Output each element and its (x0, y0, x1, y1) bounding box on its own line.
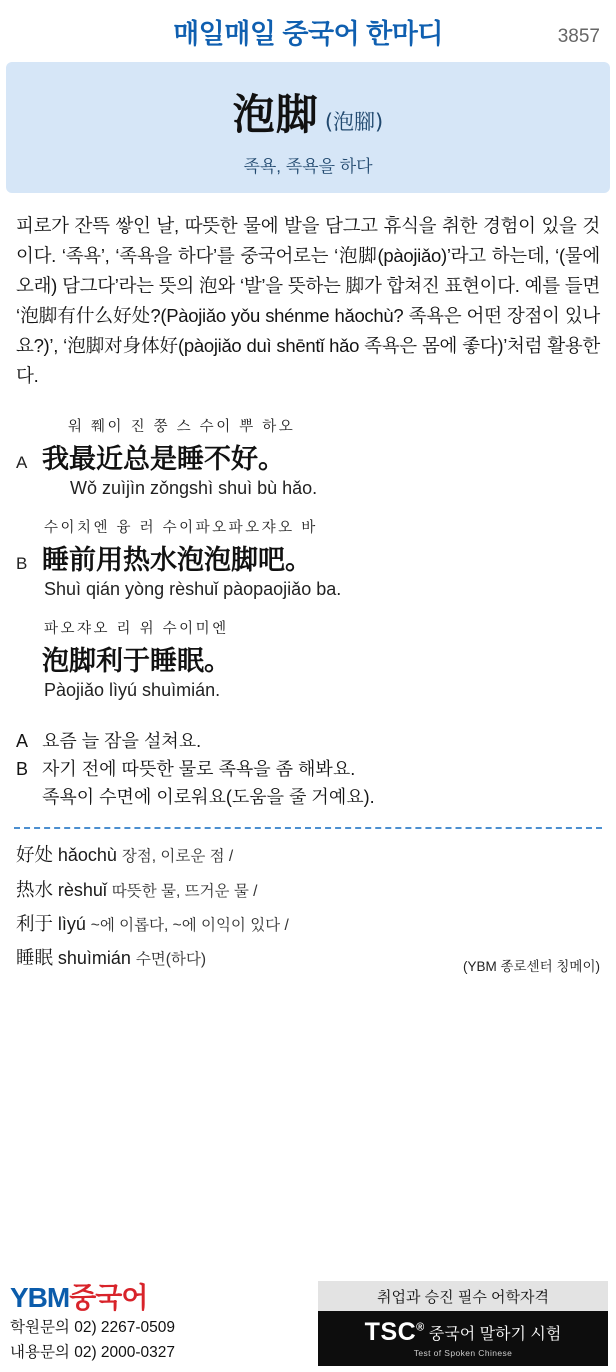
headword-meaning: 족욕, 족욕을 하다 (243, 157, 373, 176)
vocabulary-row (16, 839, 600, 873)
tsc-registered-icon: ® (416, 1321, 425, 1334)
headword-traditional: (泡腳) (324, 110, 384, 134)
dialogue-pinyin: Pàojiǎo lìyú shuìmián. (44, 679, 221, 700)
vocabulary-pinyin: lìyú (57, 913, 86, 934)
contact-academy: 학원문의 02) 2267-0509 (10, 1319, 176, 1336)
headword-panel (6, 62, 610, 193)
dialogue-pinyin: Wǒ zuìjìn zǒngshì shuì bù hǎo. (70, 477, 318, 498)
tsc-tagline: 취업과 승진 필수 어학자격 (318, 1281, 608, 1311)
ybm-logo-sub: 중국어 (69, 1282, 148, 1314)
translation-text: 족욕이 수면에 이로워요(도움을 줄 거예요). (42, 786, 375, 807)
translation-row (16, 756, 600, 784)
translation-speaker-label: A (16, 730, 29, 751)
translation-speaker-label (16, 784, 42, 812)
vocabulary-chinese: 利于 (16, 913, 54, 935)
dialogue-main (16, 538, 600, 577)
vocabulary-chinese: 好处 (16, 845, 54, 867)
vocabulary-korean: ~에 이롭다, ~에 이익이 있다 / (90, 916, 289, 934)
headword-simplified: 泡脚 (232, 90, 319, 139)
contact-content: 내용문의 02) 2000-0327 (10, 1344, 176, 1361)
dialogue-main (16, 639, 600, 678)
page-header (0, 0, 616, 62)
dialogue-speaker-label: B (16, 553, 28, 573)
dialogue-main (16, 437, 600, 476)
tsc-logo-text: TSC® (364, 1318, 425, 1346)
vocabulary-chinese: 热水 (16, 879, 54, 901)
translation-row (16, 728, 600, 756)
tsc-ad-block[interactable] (318, 1281, 608, 1366)
translation-text: 요즘 늘 잠을 설쳐요. (42, 730, 202, 751)
issue-number: 3857 (557, 26, 600, 47)
dialogue-line (16, 415, 600, 499)
vocabulary-pinyin: shuìmián (57, 948, 131, 969)
dialogue-line (16, 617, 600, 701)
dialogue-korean-reading: 수이치엔 융 러 수이파오파오쟈오 바 (44, 519, 318, 536)
dialogue-chinese: 睡前用热水泡泡脚吧。 (42, 544, 312, 576)
translation-text: 자기 전에 따뜻한 물로 족욕을 좀 해봐요. (42, 758, 356, 779)
ybm-logo-main: YBM (10, 1282, 70, 1314)
vocabulary-korean: 따뜻한 물, 뜨거운 물 / (111, 882, 258, 900)
dialogue-chinese: 泡脚利于睡眠。 (42, 645, 231, 677)
section-divider (14, 827, 602, 829)
tsc-logo-block (318, 1311, 608, 1366)
page-footer (0, 1280, 616, 1372)
dialogue-section (0, 397, 616, 701)
vocabulary-korean: 장점, 이로운 점 / (121, 848, 234, 866)
vocabulary-row (16, 908, 600, 942)
footer-brand-block (10, 1283, 300, 1364)
vocabulary-pinyin: hǎochù (57, 845, 117, 866)
translation-section (0, 718, 616, 812)
page-title: 매일매일 중국어 한마디 (173, 18, 443, 49)
tsc-full-name: Test of Spoken Chinese (413, 1348, 513, 1358)
author-credit: (YBM 종로센터 칭메이) (462, 959, 600, 975)
vocabulary-pinyin: rèshuǐ (57, 879, 107, 900)
ybm-logo (10, 1283, 300, 1314)
translation-row (16, 784, 600, 812)
dialogue-korean-reading: 워 쮀이 진 쭝 스 수이 뿌 하오 (68, 418, 296, 435)
dialogue-korean-reading: 파오쟈오 리 위 수이미엔 (44, 620, 229, 637)
tsc-korean-label: 중국어 말하기 시험 (428, 1326, 562, 1343)
vocabulary-row (16, 874, 600, 908)
dialogue-speaker-label: A (16, 452, 28, 472)
translation-speaker-label: B (16, 758, 29, 779)
dialogue-chinese: 我最近总是睡不好。 (42, 443, 285, 475)
vocabulary-korean: 수면(하다) (135, 951, 207, 969)
headword-line (16, 82, 600, 142)
dialogue-line (16, 516, 600, 600)
vocabulary-section (0, 839, 616, 976)
explanation-text: 피로가 잔뜩 쌓인 날, 따뜻한 물에 발을 담그고 휴식을 취한 경험이 있을 것이다. ‘족욕’, ‘족욕을 하다’를 중국어로는 ‘泡脚(pàojiǎo)’라고 하는데, ‘(물에 오래) 담그다’라는 뜻의 泡와 ‘발’을 뜻하는 脚가 합쳐진 표현이다. 예를 들면 ‘泡脚有什么好处?(Pàojiǎo yǒu shénme hǎochù? 족욕은 어떤 장점이 있나요?)’, ‘泡脚对身体好(pàojiǎo duì shēntǐ hǎo 족욕은 몸에 좋다)’처럼 활용한다. (16, 215, 600, 386)
vocabulary-chinese: 睡眠 (16, 948, 54, 970)
dialogue-pinyin: Shuì qián yòng rèshuǐ pàopaojiǎo ba. (44, 578, 342, 599)
